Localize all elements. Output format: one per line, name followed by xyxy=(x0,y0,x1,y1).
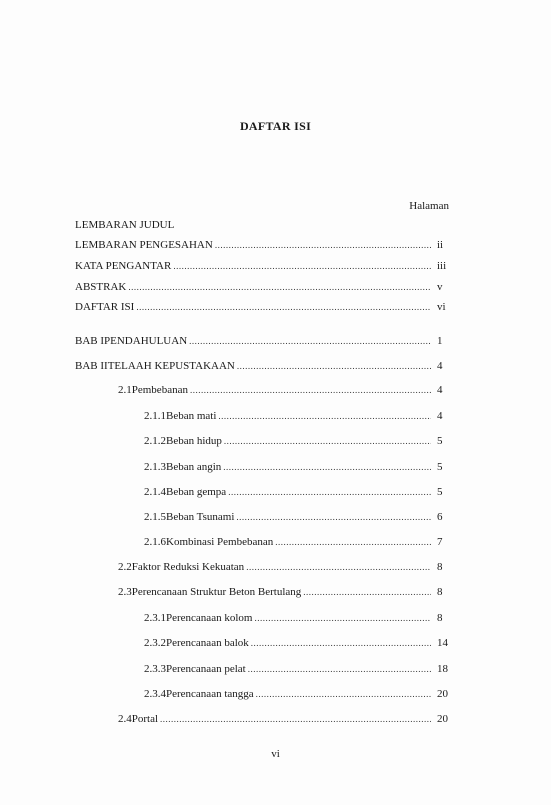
toc-entry-label: Faktor Reduksi Kekuatan xyxy=(131,561,245,573)
leader-dots xyxy=(228,485,431,499)
toc-entry-label: DAFTAR ISI xyxy=(75,301,135,313)
toc-entry-label: KATA PENGANTAR xyxy=(75,260,172,272)
toc-entry-front xyxy=(75,218,455,232)
section-number: 2.1.1 xyxy=(144,410,166,422)
leader-dots xyxy=(256,687,431,701)
leader-dots xyxy=(160,712,431,726)
toc-entry-section xyxy=(118,383,455,397)
toc-entry-section xyxy=(118,585,455,599)
leader-dots xyxy=(254,611,431,625)
toc-entry-label: Portal xyxy=(131,713,159,725)
toc-entry-page: 7 xyxy=(437,536,443,548)
toc-entry-front xyxy=(75,280,455,294)
section-number: 2.3.3 xyxy=(144,663,166,675)
leader-dots xyxy=(189,334,431,348)
toc-entry-subsection xyxy=(144,460,455,474)
leader-dots xyxy=(246,560,431,574)
toc-entry-page: 5 xyxy=(437,461,443,473)
toc-entry-label: PENDAHULUAN xyxy=(104,335,188,347)
leader-dots xyxy=(248,662,431,676)
leader-dots xyxy=(218,409,431,423)
page-title: DAFTAR ISI xyxy=(239,119,312,133)
leader-dots xyxy=(128,280,431,294)
page-column-header: Halaman xyxy=(409,200,449,212)
toc-entry-label: Kombinasi Pembebanan xyxy=(166,536,274,548)
toc-entry-subsection xyxy=(144,485,455,499)
toc-entry-label: ABSTRAK xyxy=(75,281,127,293)
toc-entry-subsection xyxy=(144,535,455,549)
leader-dots xyxy=(236,510,431,524)
leader-dots xyxy=(136,300,431,314)
toc-entry-label: Beban hidup xyxy=(166,435,222,447)
section-number: 2.1.6 xyxy=(144,536,166,548)
toc-entry-page: 5 xyxy=(437,435,443,447)
toc-entry-label: Beban gempa xyxy=(166,486,227,498)
toc-entry-page: 6 xyxy=(437,511,443,523)
toc-entry-label: LEMBARAN JUDUL xyxy=(75,219,175,231)
leader-dots xyxy=(303,585,431,599)
toc-entry-subsection xyxy=(144,510,455,524)
leader-dots xyxy=(215,238,431,252)
toc-entry-chapter xyxy=(75,359,455,373)
toc-entry-subsection xyxy=(144,611,455,625)
toc-entry-page: 8 xyxy=(437,612,443,624)
leader-dots xyxy=(237,359,431,373)
toc-entry-label: TELAAH KEPUSTAKAAN xyxy=(107,360,235,372)
leader-dots xyxy=(173,259,431,273)
toc-entry-page: v xyxy=(437,281,443,293)
section-number: 2.3.1 xyxy=(144,612,166,624)
chapter-number: BAB II xyxy=(75,360,108,372)
toc-entry-page: 8 xyxy=(437,561,443,573)
section-number: 2.2 xyxy=(118,561,132,573)
section-number: 2.3 xyxy=(118,586,132,598)
chapter-number: BAB I xyxy=(75,335,105,347)
page-number: vi xyxy=(271,748,280,760)
toc-entry-page: 4 xyxy=(437,384,443,396)
toc-entry-subsection xyxy=(144,636,455,650)
leader-dots xyxy=(251,636,431,650)
leader-dots xyxy=(275,535,431,549)
toc-entry-page: 18 xyxy=(437,663,448,675)
toc-entry-section xyxy=(118,560,455,574)
toc-entry-chapter xyxy=(75,334,455,348)
toc-entry-front xyxy=(75,238,455,252)
toc-entry-page: 8 xyxy=(437,586,443,598)
section-number: 2.1.2 xyxy=(144,435,166,447)
toc-entry-label: Beban mati xyxy=(166,410,217,422)
toc-entry-label: Beban angin xyxy=(166,461,222,473)
toc-entry-subsection xyxy=(144,409,455,423)
toc-entry-subsection xyxy=(144,434,455,448)
section-number: 2.1 xyxy=(118,384,132,396)
toc-entry-page: 20 xyxy=(437,688,448,700)
leader-dots xyxy=(223,460,431,474)
toc-entry-label: Perencanaan balok xyxy=(166,637,249,649)
toc-entry-page: ii xyxy=(437,239,444,251)
toc-entry-page: 4 xyxy=(437,360,443,372)
toc-entry-page: iii xyxy=(437,260,447,272)
section-number: 2.4 xyxy=(118,713,132,725)
toc-entry-label: Perencanaan pelat xyxy=(166,663,246,675)
toc-entry-page: 14 xyxy=(437,637,448,649)
toc-entry-page: 4 xyxy=(437,410,443,422)
toc-entry-subsection xyxy=(144,687,455,701)
toc-entry-section xyxy=(118,712,455,726)
leader-dots xyxy=(224,434,431,448)
toc-entry-front xyxy=(75,259,455,273)
toc-entry-label: Perencanaan tangga xyxy=(166,688,254,700)
section-number: 2.3.4 xyxy=(144,688,166,700)
toc-entry-label: Pembebanan xyxy=(131,384,188,396)
toc-entry-label: Beban Tsunami xyxy=(166,511,235,523)
toc-entry-label: Perencanaan kolom xyxy=(166,612,253,624)
toc-entry-subsection xyxy=(144,662,455,676)
section-number: 2.1.5 xyxy=(144,511,166,523)
toc-entry-page: vi xyxy=(437,301,446,313)
toc-entry-page: 1 xyxy=(437,335,443,347)
toc-entry-page: 20 xyxy=(437,713,448,725)
section-number: 2.3.2 xyxy=(144,637,166,649)
leader-dots xyxy=(190,383,431,397)
section-number: 2.1.3 xyxy=(144,461,166,473)
toc-entry-label: LEMBARAN PENGESAHAN xyxy=(75,239,213,251)
toc-entry-page: 5 xyxy=(437,486,443,498)
toc-entry-front xyxy=(75,300,455,314)
section-number: 2.1.4 xyxy=(144,486,166,498)
toc-entry-label: Perencanaan Struktur Beton Bertulang xyxy=(131,586,302,598)
